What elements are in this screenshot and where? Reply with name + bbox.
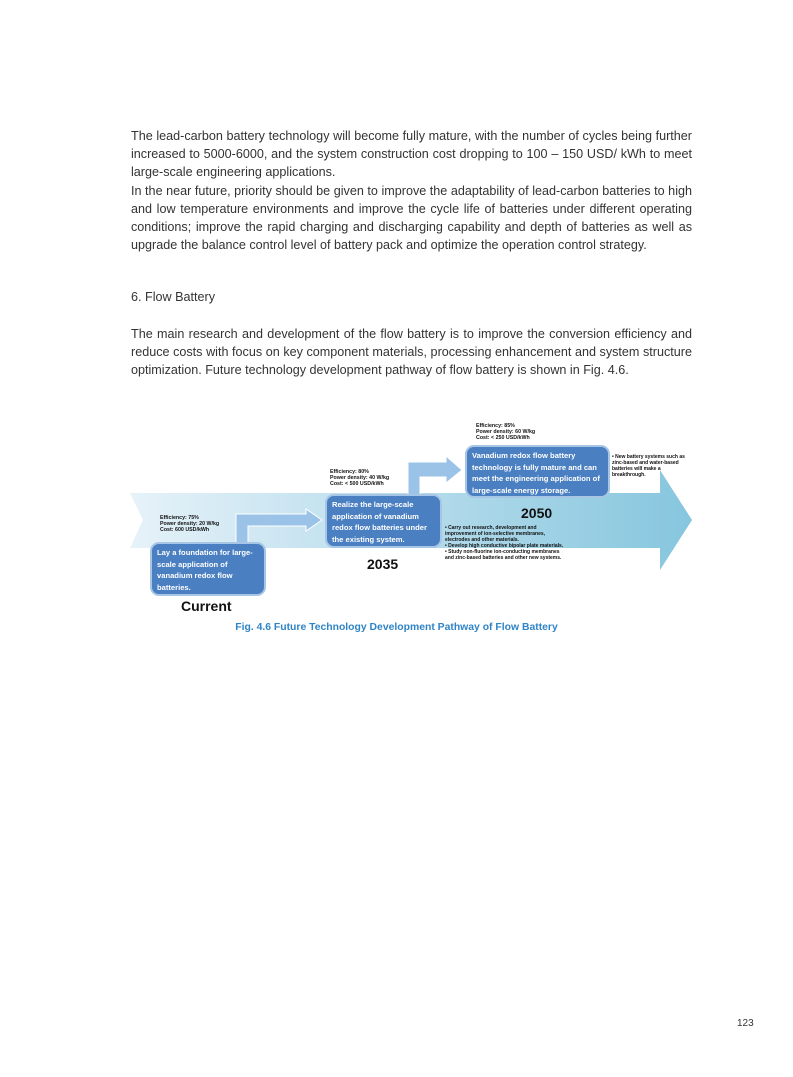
- figure-caption: Fig. 4.6 Future Technology Development Pathway of Flow Battery: [235, 622, 558, 633]
- stats-2050: [476, 423, 535, 441]
- stat-power-density: Power density: 60 W/kg: [476, 429, 536, 435]
- stat-efficiency: Efficiency: 85%: [476, 423, 515, 429]
- stat-cost: Cost: < 250 USD/kWh: [476, 435, 530, 441]
- stat-power-density: Power density: 40 W/kg: [330, 475, 390, 481]
- paragraph-flow-battery: The main research and development of the flow battery is to improve the conversion efficiency and reduce costs with focus on key component materials, processing enhancement and system structure optimization. Future technology development pathway of flow battery is shown in Fig. 4.6.: [131, 327, 692, 377]
- year-label-current: Current: [181, 598, 232, 614]
- paragraph-lead-carbon-maturity: The lead-carbon battery technology will become fully mature, with the number of cycles being further increased to 5000-6000, and the system construction cost dropping to 100 – 150 USD/ kWh to meet large-scale engineering applications.: [131, 129, 692, 179]
- section-heading: 6. Flow Battery: [131, 290, 215, 304]
- note-item: • Carry out research, development and improvement of ion-selective membranes, electrodes and other materials.: [445, 525, 546, 543]
- page-number: 123: [737, 1018, 754, 1029]
- notes-2050: [445, 525, 565, 561]
- year-label-2050: 2050: [521, 505, 553, 521]
- stats-2035: [330, 469, 389, 487]
- stat-power-density: Power density: 20 W/kg: [160, 521, 220, 527]
- step-arrow-2035-to-2050: [408, 456, 462, 497]
- stats-current: [160, 515, 219, 533]
- goal-box-2035: Realize the large-scale application of vanadium redox flow batteries under the existing system.: [325, 494, 442, 548]
- note-item: • Develop high conductive bipolar plate materials.: [445, 543, 564, 549]
- stat-efficiency: Efficiency: 75%: [160, 515, 199, 521]
- stat-cost: Cost: 600 USD/kWh: [160, 527, 210, 533]
- stat-efficiency: Efficiency: 80%: [330, 469, 369, 475]
- note-future: • New battery systems such as zinc-based and water-based batteries will make a breakthrough.: [612, 454, 685, 478]
- year-label-2035: 2035: [367, 556, 399, 572]
- stat-cost: Cost: < 500 USD/kWh: [330, 481, 384, 487]
- paragraph-lead-carbon-priorities: In the near future, priority should be given to improve the adaptability of lead-carbon batteries to high and low temperature environments and improve the cycle life of batteries under different operating conditions; improve the rapid charging and discharging capability and depth of batteries as well as upgrade the balance control level of battery pack and optimize the operation control strategy.: [131, 184, 692, 252]
- goal-box-2050: Vanadium redox flow battery technology is fully mature and can meet the engineering application of large-scale energy storage.: [465, 445, 610, 498]
- goal-box-current: Lay a foundation for large-scale application of vanadium redox flow batteries.: [150, 542, 266, 596]
- note-item: • Study non-fluorine ion-conducting membranes and zinc-based batteries and other new systems.: [445, 549, 562, 561]
